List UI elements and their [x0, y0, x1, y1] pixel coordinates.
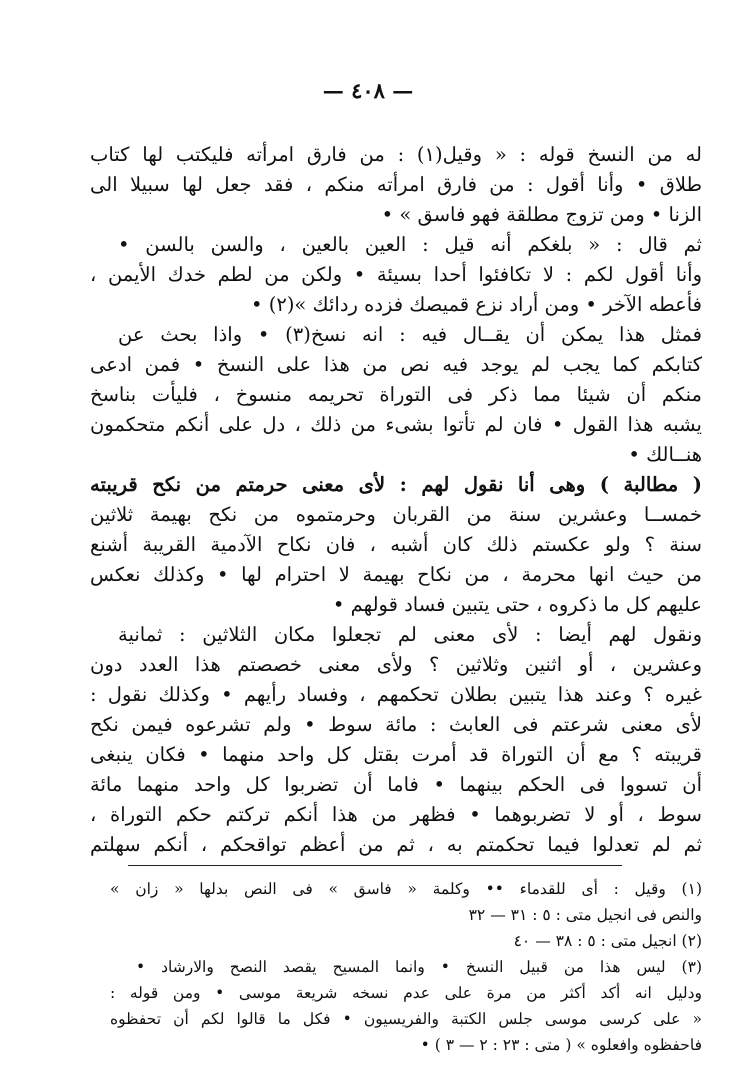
text-line: وعشرين ، أو اثنين وثلاثين ؟ ولأى معنى خصصتم هذا العدد دون — [90, 653, 702, 676]
text-line: سنة ؟ ولو عكستم ذلك كان أشبه ، فان نكاح الآدمية القريبة أشنع — [90, 533, 702, 556]
text-line: فمثل هذا يمكن أن يقــال فيه : انه نسخ(٣) • واذا بحث عن — [118, 323, 702, 346]
footnote-line: « على كرسى موسى جلس الكتبة والفريسيون • فكل ما قالوا لكم أن تحفظوه — [110, 1010, 702, 1028]
text-line: أن تسووا فى الحكم بينهما • فاما أن تضربوا كل واحد منهما مائة — [90, 773, 702, 796]
footnote-line: (٣) ليس هذا من قبيل النسخ • وانما المسيح يقصد النصح والارشاد • — [136, 958, 702, 976]
text-line: وأنا أقول لكم : لا تكافئوا أحدا بسيئة • ولكن من لطم خدك الأيمن ، — [90, 263, 702, 286]
text-line: ثم لم تعدلوا فيما تحكمتم به ، ثم من أعظم تواقحكم ، أنكم سهلتم — [90, 833, 702, 856]
footnote-line: والنص فى انجيل متى : ٥ : ٣١ — ٣٢ — [468, 906, 702, 924]
text-line: له من النسخ قوله : « وقيل(١) : من فارق امرأته فليكتب لها كتاب — [90, 143, 702, 166]
text-line: خمســا وعشرين سنة من القربان وحرمتموه من نكح بهيمة ثلاثين — [90, 503, 702, 526]
footnote-line: (١) وقيل : أى للقدماء •• وكلمة « فاسق » فى النص بدلها « زان » — [110, 880, 702, 898]
text-line: منكم أن شيئا مما ذكر فى التوراة تحريمه منسوخ ، فليأت بناسخ — [90, 383, 702, 406]
text-line: الزنا • ومن تزوج مطلقة فهو فاسق » • — [381, 203, 702, 226]
text-line: لأى معنى شرعتم فى العابث : مائة سوط • ولم تشرعوه فيمن نكح — [90, 713, 702, 736]
page-number: — ٤٠٨ — — [322, 78, 414, 103]
text-line: قريبته ؟ مع أن التوراة قد أمرت بقتل كل واحد منهما • فكان ينبغى — [90, 743, 702, 766]
footnote-line: ودليل انه أكد أكثر من مرة على عدم نسخه شريعة موسى • ومن قوله : — [110, 984, 702, 1002]
section-heading-line: ( مطالبة ) وهى أنا نقول لهم : لأى معنى حرمتم من نكح قريبته — [90, 473, 702, 496]
footnote-line: فاحفظوه وافعلوه » ( متى : ٢٣ : ٢ — ٣ ) • — [420, 1036, 702, 1054]
text-line: يشبه هذا القول • فان لم تأتوا بشىء من ذلك ، دل على أنكم متحكمون — [90, 413, 702, 436]
text-line: كتابكم كما يجب لم يوجد فيه نص من هذا على النسخ • فمن ادعى — [90, 353, 702, 376]
footnote-line: (٢) انجيل متى : ٥ : ٣٨ — ٤٠ — [513, 932, 702, 950]
text-line: ونقول لهم أيضا : لأى معنى لم تجعلوا مكان الثلاثين : ثمانية — [118, 623, 702, 646]
text-line: هنــالك • — [628, 443, 702, 466]
text-line: ثم قال : « بلغكم أنه قيل : العين بالعين ، والسن بالسن • — [118, 233, 702, 256]
text-line: فأعطه الآخر • ومن أراد نزع قميصك فزده ردائك »(٢) • — [251, 293, 702, 316]
footnote-divider — [128, 865, 622, 866]
text-line: طلاق • وأنا أقول : من فارق امرأته منكم ، فقد جعل لها سبيلا الى — [90, 173, 702, 196]
text-line: عليهم كل ما ذكروه ، حتى يتبين فساد قولهم • — [332, 593, 702, 616]
text-line: من حيث انها محرمة ، من نكاح بهيمة لا احترام لها • وكذلك نعكس — [90, 563, 702, 586]
text-line: سوط ، أو لا تضربوهما • فظهر من هذا أنكم تركتم حكم التوراة ، — [90, 803, 702, 826]
text-line: غيره ؟ وعند هذا يتبين بطلان تحكمهم ، وفساد رأيهم • وكذلك نقول : — [90, 683, 702, 706]
